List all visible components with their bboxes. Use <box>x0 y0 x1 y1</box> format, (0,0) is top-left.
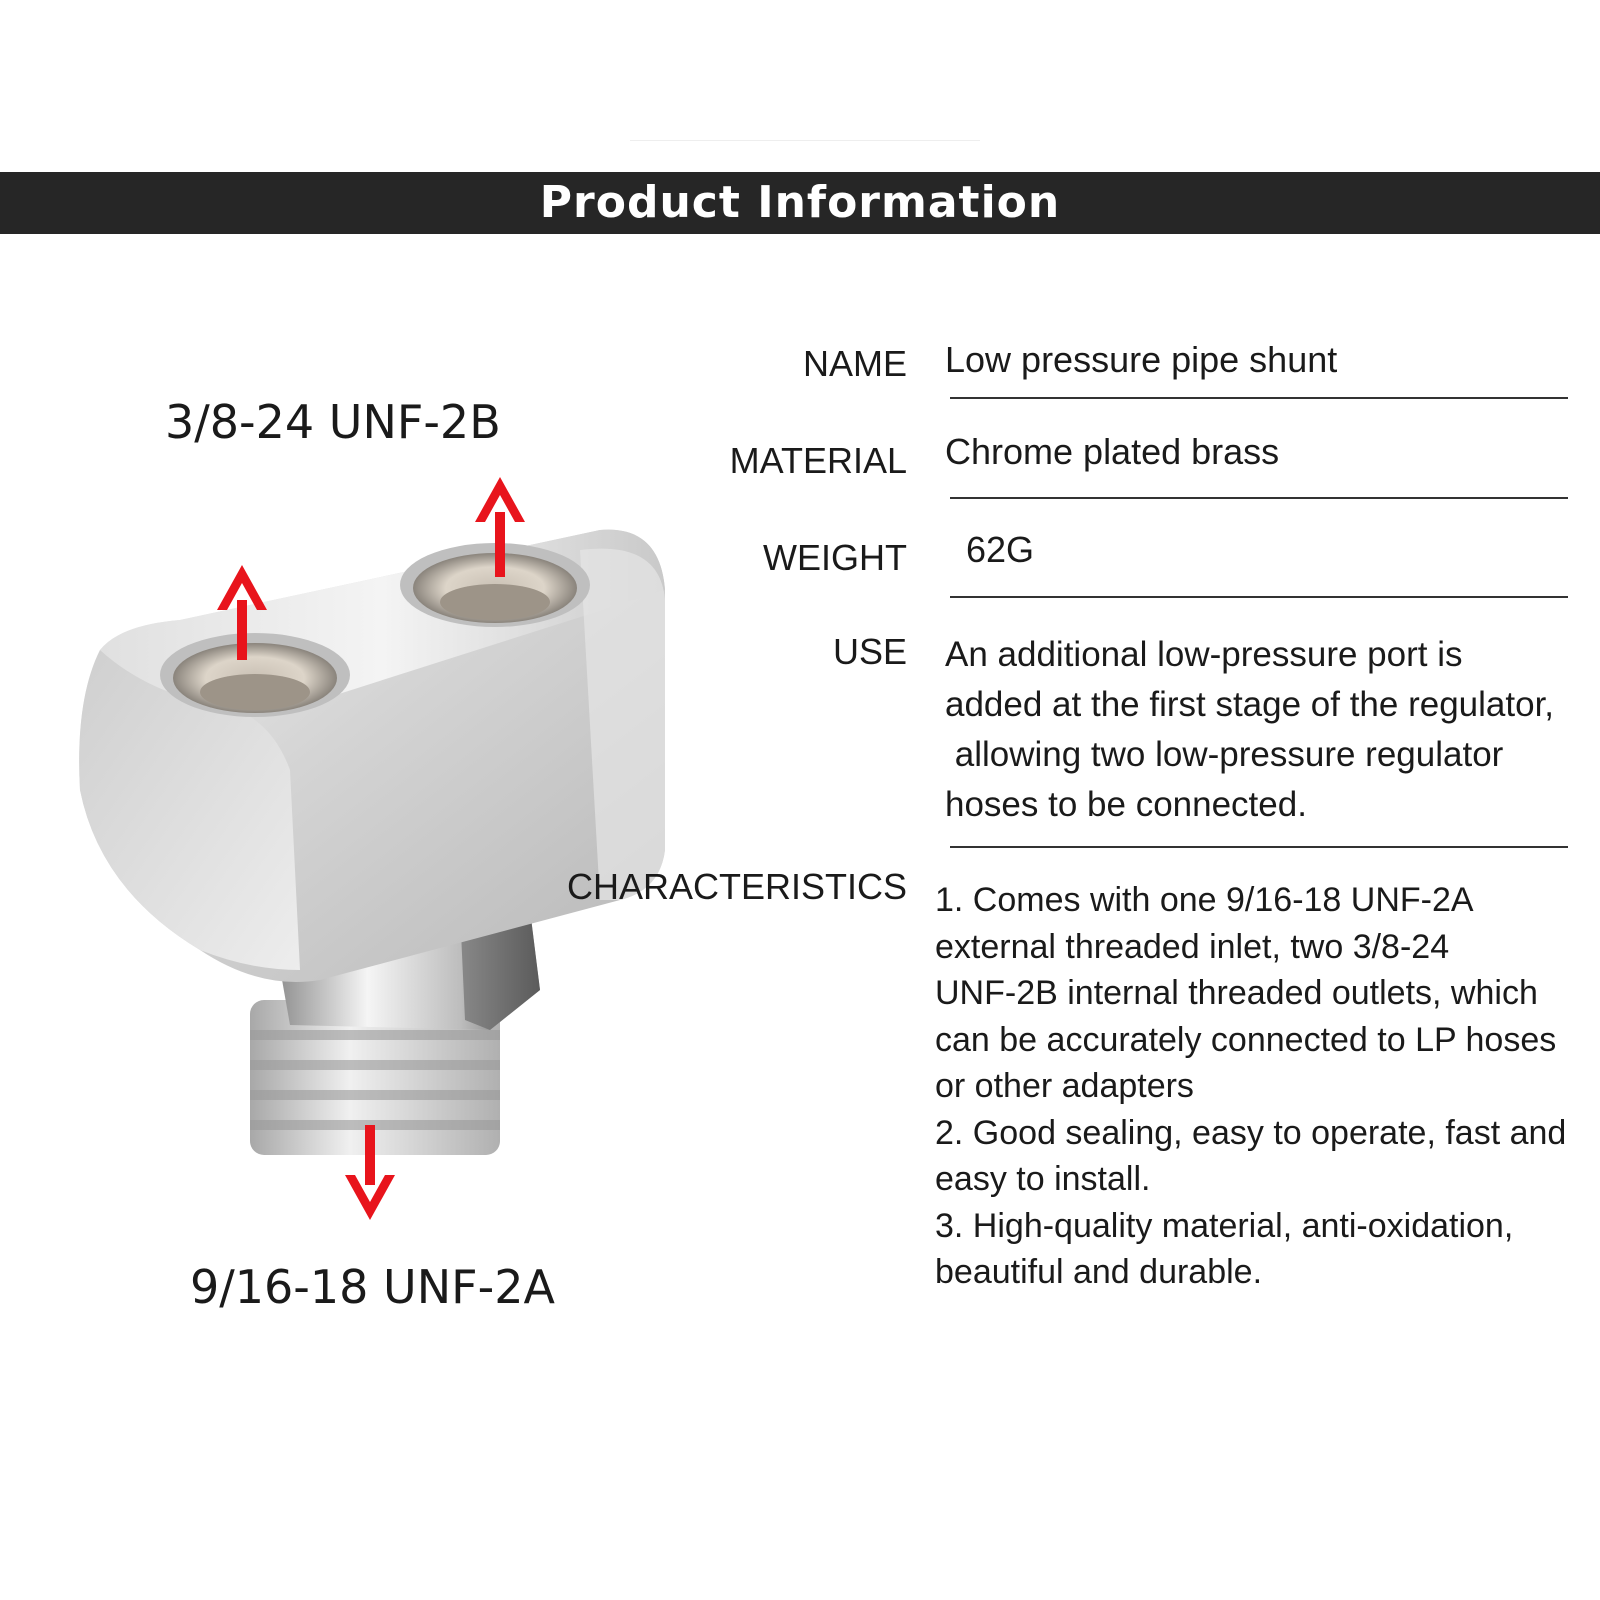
weight-label: WEIGHT <box>763 537 907 578</box>
characteristic-line: or other adapters <box>935 1067 1194 1105</box>
weight-divider <box>950 596 1568 598</box>
outlet-thread-label: 3/8-24 UNF-2B <box>165 395 501 449</box>
name-value: Low pressure pipe shunt <box>945 339 1338 380</box>
characteristic-line: 1. Comes with one 9/16-18 UNF-2A <box>935 881 1474 919</box>
name-divider <box>950 397 1568 399</box>
use-line: An additional low-pressure port is <box>945 635 1463 674</box>
name-label: NAME <box>802 343 907 384</box>
use-line: added at the first stage of the regulator, <box>945 685 1555 724</box>
decorative-divider <box>630 140 980 141</box>
use-line: hoses to be connected. <box>945 785 1307 824</box>
page-title: Product Information <box>539 177 1061 228</box>
characteristics-label: CHARACTERISTICS <box>566 866 907 907</box>
characteristic-line: external threaded inlet, two 3/8-24 <box>935 927 1450 966</box>
characteristic-line: beautiful and durable. <box>935 1253 1263 1291</box>
material-divider <box>950 497 1568 499</box>
characteristic-line: easy to install. <box>935 1160 1151 1198</box>
use-label: USE <box>832 631 907 672</box>
outlet-port-left <box>160 633 350 717</box>
material-label: MATERIAL <box>729 440 907 481</box>
characteristic-line: UNF-2B internal threaded outlets, which <box>935 974 1538 1012</box>
characteristic-line: 2. Good sealing, easy to operate, fast and <box>935 1113 1567 1152</box>
use-divider <box>950 846 1568 848</box>
title-banner <box>0 172 1600 234</box>
use-description <box>945 630 1585 830</box>
weight-value: 62G <box>966 529 1035 570</box>
product-image <box>60 470 700 1250</box>
inlet-thread-label: 9/16-18 UNF-2A <box>190 1260 555 1314</box>
characteristic-line: 3. High-quality material, anti-oxidation, <box>935 1206 1514 1245</box>
material-value: Chrome plated brass <box>945 431 1280 472</box>
characteristics-description <box>935 877 1595 1296</box>
characteristic-line: can be accurately connected to LP hoses <box>935 1020 1557 1059</box>
use-line: allowing two low-pressure regulator <box>945 735 1504 774</box>
